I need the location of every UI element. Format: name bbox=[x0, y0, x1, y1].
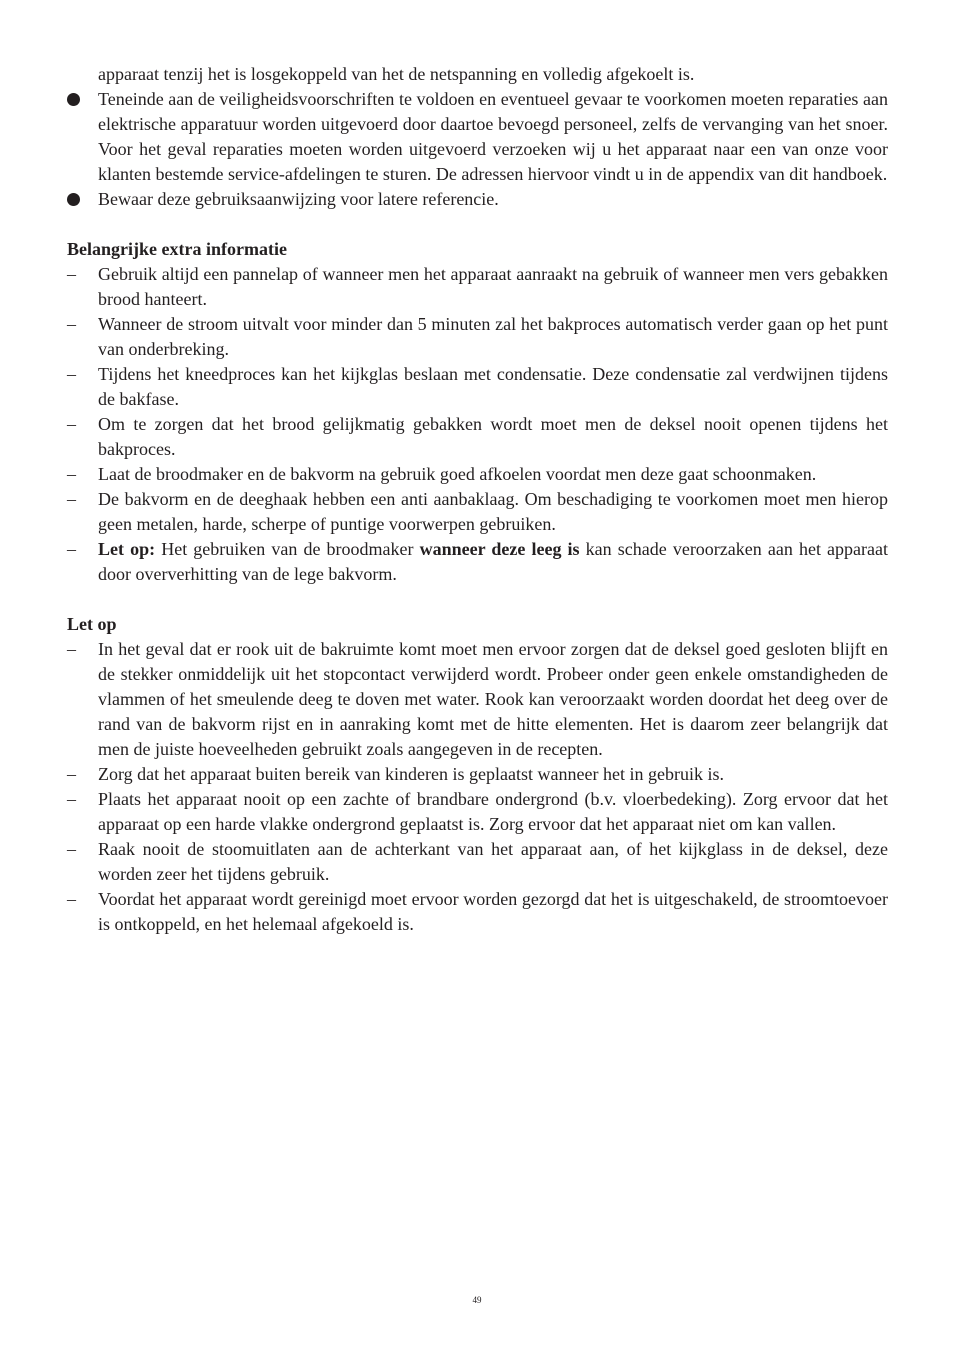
text-column bbox=[67, 62, 888, 937]
item-text: Voordat het apparaat wordt gereinigd moet ervoor worden gezorgd dat het is uitgeschakeld, de stroomtoevoer is ontkoppeld, en het helemaal afgekoeld is. bbox=[98, 889, 888, 934]
dash-item bbox=[67, 762, 888, 787]
bullet-dot-icon bbox=[67, 93, 80, 106]
bullet-dot-icon bbox=[67, 193, 80, 206]
bullet-text: Teneinde aan de veiligheidsvoorschriften te voldoen en eventueel gevaar te voorkomen moeten reparaties aan elektrische apparatuur worden uitgevoerd door daartoe bevoegd personeel, zelfs de vervanging van het snoer. Voor het geval reparaties moeten worden uitgevoerd verzoeken wij u het apparaat naar een van onze voor klanten bestemde service-afdelingen te sturen. De adressen hiervoor vindt u in de appendix van dit handboek. bbox=[98, 89, 888, 184]
dash-marker: – bbox=[67, 639, 76, 659]
bold-empty-warning: wanneer deze leeg is bbox=[419, 539, 580, 559]
dash-marker: – bbox=[67, 414, 76, 434]
item-text: De bakvorm en de deeghaak hebben een anti aanbaklaag. Om beschadiging te voorkomen moet men hierop geen metalen, harde, scherpe of puntige voorwerpen gebruiken. bbox=[98, 489, 888, 534]
dash-item bbox=[67, 312, 888, 362]
item-text: Gebruik altijd een pannelap of wanneer men het apparaat aanraakt na gebruik of wanneer men vers gebakken brood hanteert. bbox=[98, 264, 888, 309]
dash-marker: – bbox=[67, 314, 76, 334]
section-heading-extra-info: Belangrijke extra informatie bbox=[67, 239, 287, 259]
dash-item bbox=[67, 637, 888, 762]
bullet-item bbox=[67, 187, 888, 212]
item-text-warning bbox=[98, 539, 888, 584]
item-text: Zorg dat het apparaat buiten bereik van kinderen is geplaatst wanneer het in gebruik is. bbox=[98, 764, 724, 784]
dash-marker: – bbox=[67, 539, 76, 559]
warning-text-part2: kan schade veroorzaken aan het apparaat door oververhitting van de lege bakvorm. bbox=[98, 539, 888, 584]
dash-item bbox=[67, 887, 888, 937]
dash-marker: – bbox=[67, 789, 76, 809]
dash-marker: – bbox=[67, 764, 76, 784]
bullet-item bbox=[67, 87, 888, 187]
spacer bbox=[67, 212, 888, 237]
dash-item bbox=[67, 787, 888, 837]
dash-item bbox=[67, 537, 888, 587]
dash-marker: – bbox=[67, 489, 76, 509]
item-text: Wanneer de stroom uitvalt voor minder dan 5 minuten zal het bakproces automatisch verder gaan op het punt van onderbreking. bbox=[98, 314, 888, 359]
spacer bbox=[67, 587, 888, 612]
dash-marker: – bbox=[67, 264, 76, 284]
dash-marker: – bbox=[67, 464, 76, 484]
item-text: In het geval dat er rook uit de bakruimte komt moet men ervoor zorgen dat de deksel goed gesloten blijft en de stekker onmiddelijk uit het stopcontact verwijderd wordt. Probeer onder geen enkele omstandigheden de vlammen of het smeulende deeg te doven met water. Rook kan veroorzaakt worden doordat het deeg over de rand van de bakvorm rijst en in aanraking komt met de hitte elementen. Het is daarom zeer belangrijk dat men de juiste hoeveelheden gebruikt zoals aangegeven in de recepten. bbox=[98, 639, 888, 759]
dash-marker: – bbox=[67, 839, 76, 859]
warning-text-part1: Het gebruiken van de broodmaker bbox=[155, 539, 420, 559]
section-heading-let-op: Let op bbox=[67, 614, 117, 634]
dash-item bbox=[67, 462, 888, 487]
item-text: Plaats het apparaat nooit op een zachte of brandbare ondergrond (b.v. vloerbedeking). Zorg ervoor dat het apparaat op een harde vlakke ondergrond geplaatst is. Zorg ervoor dat het apparaat niet om kan vallen. bbox=[98, 789, 888, 834]
continued-paragraph: apparaat tenzij het is losgekoppeld van het de netspanning en volledig afgekoelt is. bbox=[98, 64, 695, 84]
dash-item bbox=[67, 262, 888, 312]
dash-marker: – bbox=[67, 364, 76, 384]
page-number: 49 bbox=[472, 1295, 482, 1305]
item-text: Laat de broodmaker en de bakvorm na gebruik goed afkoelen voordat men deze gaat schoonmaken. bbox=[98, 464, 817, 484]
dash-item bbox=[67, 487, 888, 537]
dash-item bbox=[67, 837, 888, 887]
bold-let-op: Let op: bbox=[98, 539, 156, 559]
item-text: Tijdens het kneedproces kan het kijkglas beslaan met condensatie. Deze condensatie zal verdwijnen tijdens de bakfase. bbox=[98, 364, 888, 409]
bullet-text: Bewaar deze gebruiksaanwijzing voor latere referencie. bbox=[98, 189, 499, 209]
item-text: Om te zorgen dat het brood gelijkmatig gebakken wordt moet men de deksel nooit openen tijdens het bakproces. bbox=[98, 414, 888, 459]
item-text: Raak nooit de stoomuitlaten aan de achterkant van het apparaat aan, of het kijkglass in de deksel, deze worden zeer het tijdens gebruik. bbox=[98, 839, 888, 884]
dash-marker: – bbox=[67, 889, 76, 909]
dash-item bbox=[67, 362, 888, 412]
dash-item bbox=[67, 412, 888, 462]
